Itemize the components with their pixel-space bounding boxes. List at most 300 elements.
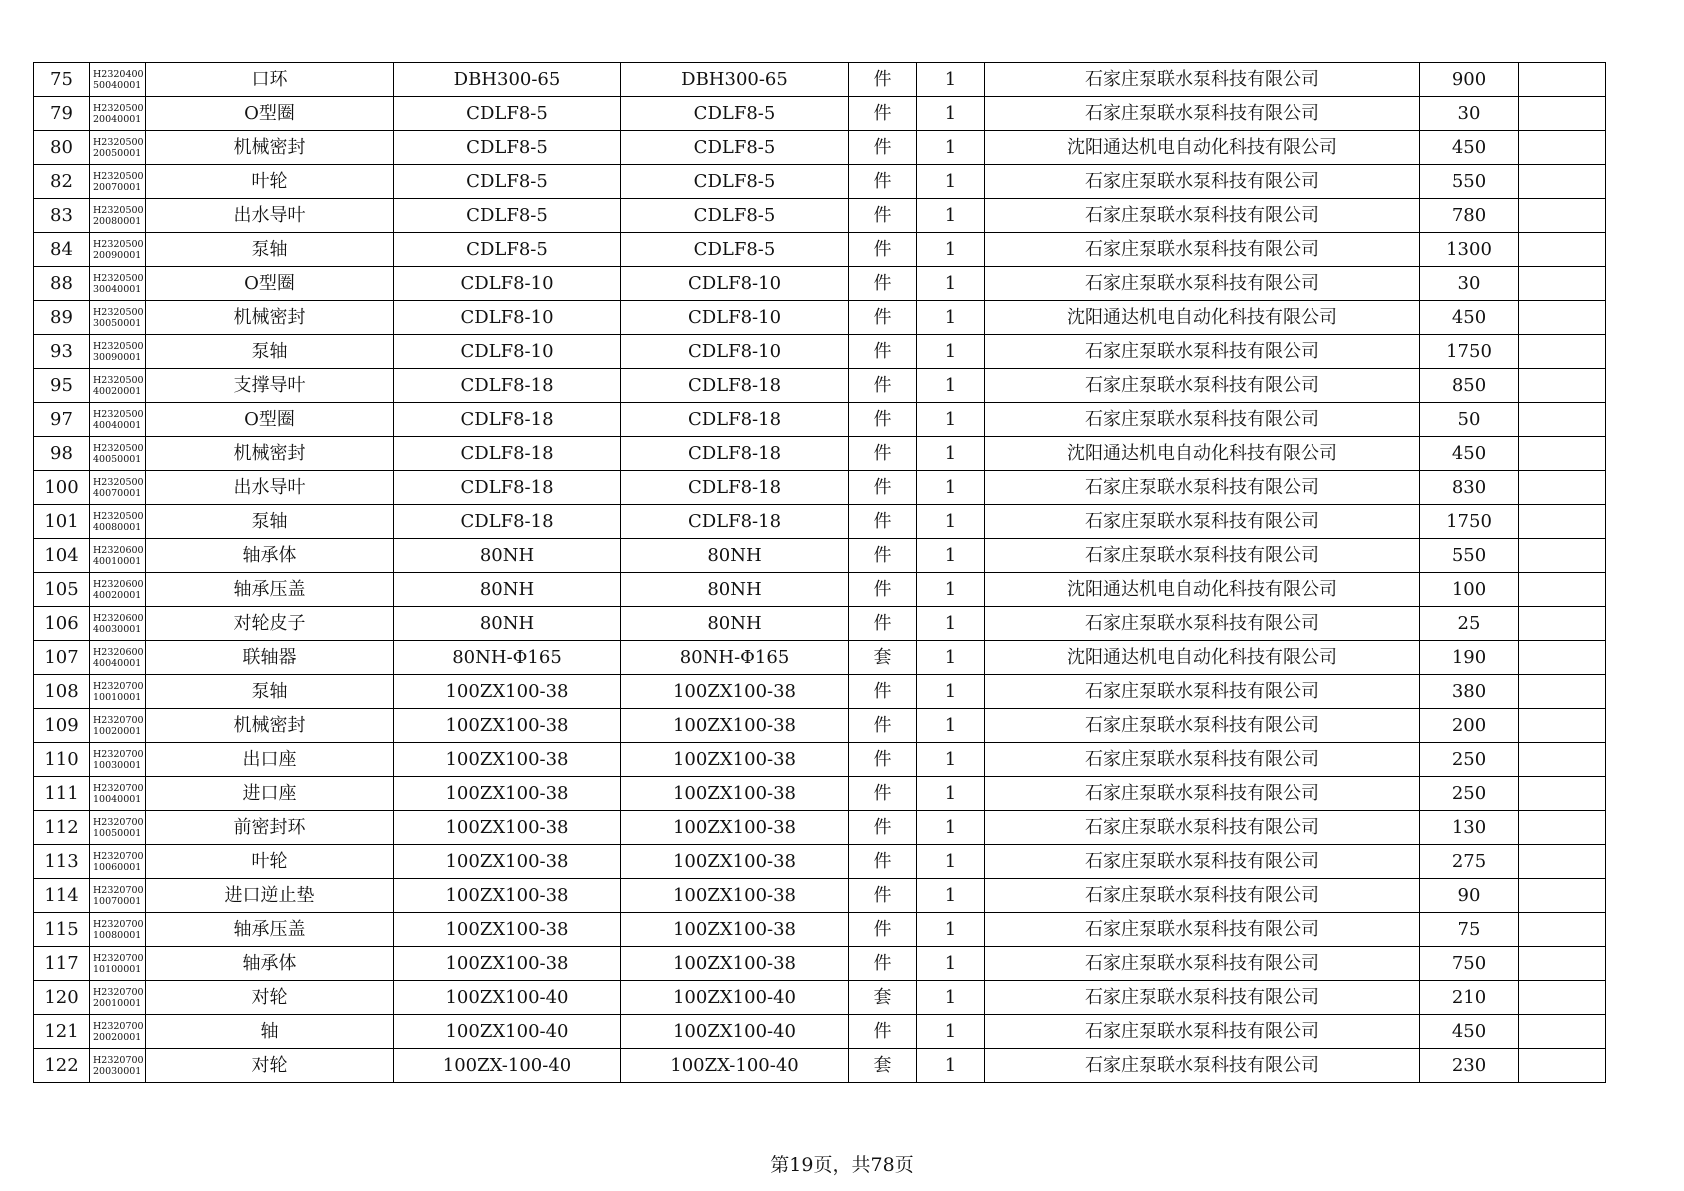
- row-note-cell: [1519, 131, 1606, 165]
- row-qty-cell: 1: [917, 505, 985, 539]
- row-code-part: H2320500: [93, 238, 144, 250]
- row-price-cell: 50: [1420, 403, 1519, 437]
- row-code-cell: [90, 199, 146, 233]
- row-name-cell: 叶轮: [146, 165, 394, 199]
- row-supplier-cell: 石家庄泵联水泵科技有限公司: [985, 811, 1420, 845]
- row-name-cell: 出口座: [146, 743, 394, 777]
- footer-total-pages: 78: [870, 1154, 895, 1176]
- row-spec-cell: CDLF8-18: [394, 505, 621, 539]
- row-seq-cell: 84: [34, 233, 90, 267]
- row-price-cell: 30: [1420, 267, 1519, 301]
- row-name-cell: 轴承压盖: [146, 573, 394, 607]
- row-unit-cell: 件: [849, 301, 917, 335]
- row-spec-cell: 100ZX100-40: [394, 1015, 621, 1049]
- row-seq-cell: 114: [34, 879, 90, 913]
- row-supplier-cell: 石家庄泵联水泵科技有限公司: [985, 505, 1420, 539]
- row-code-part: H2320700: [93, 850, 144, 862]
- row-unit-cell: 件: [849, 97, 917, 131]
- row-qty-cell: 1: [917, 267, 985, 301]
- row-note-cell: [1519, 437, 1606, 471]
- table-row: [34, 845, 1606, 879]
- row-price-cell: 30: [1420, 97, 1519, 131]
- row-supplier-cell: 沈阳通达机电自动化科技有限公司: [985, 641, 1420, 675]
- row-qty-cell: 1: [917, 301, 985, 335]
- row-supplier-cell: 石家庄泵联水泵科技有限公司: [985, 63, 1420, 97]
- table-row: [34, 777, 1606, 811]
- row-code-part: 40040001: [93, 419, 142, 431]
- row-model-cell: CDLF8-5: [621, 165, 849, 199]
- row-spec-cell: CDLF8-5: [394, 97, 621, 131]
- row-seq-cell: 98: [34, 437, 90, 471]
- row-note-cell: [1519, 301, 1606, 335]
- row-code-part: H2320700: [93, 782, 144, 794]
- table-row: [34, 573, 1606, 607]
- row-unit-cell: 件: [849, 335, 917, 369]
- row-model-cell: CDLF8-18: [621, 505, 849, 539]
- row-spec-cell: 100ZX-100-40: [394, 1049, 621, 1083]
- row-code-cell: [90, 709, 146, 743]
- row-seq-cell: 75: [34, 63, 90, 97]
- row-model-cell: DBH300-65: [621, 63, 849, 97]
- row-code-cell: [90, 369, 146, 403]
- row-supplier-cell: 石家庄泵联水泵科技有限公司: [985, 607, 1420, 641]
- row-name-cell: 出水导叶: [146, 199, 394, 233]
- row-code-part: H2320600: [93, 544, 144, 556]
- table-row: [34, 913, 1606, 947]
- row-code-cell: [90, 63, 146, 97]
- row-price-cell: 850: [1420, 369, 1519, 403]
- row-code-cell: [90, 607, 146, 641]
- row-spec-cell: 100ZX100-38: [394, 709, 621, 743]
- row-name-cell: 泵轴: [146, 335, 394, 369]
- row-model-cell: 100ZX-100-40: [621, 1049, 849, 1083]
- row-name-cell: 联轴器: [146, 641, 394, 675]
- row-code-part: H2320500: [93, 510, 144, 522]
- row-model-cell: CDLF8-10: [621, 267, 849, 301]
- row-code-part: 40070001: [93, 487, 142, 499]
- row-unit-cell: 件: [849, 131, 917, 165]
- row-unit-cell: 套: [849, 1049, 917, 1083]
- row-model-cell: CDLF8-18: [621, 437, 849, 471]
- row-price-cell: 1750: [1420, 505, 1519, 539]
- row-note-cell: [1519, 743, 1606, 777]
- row-supplier-cell: 沈阳通达机电自动化科技有限公司: [985, 301, 1420, 335]
- row-code-part: 20070001: [93, 181, 142, 193]
- row-price-cell: 200: [1420, 709, 1519, 743]
- row-supplier-cell: 石家庄泵联水泵科技有限公司: [985, 97, 1420, 131]
- row-code-part: H2320700: [93, 1054, 144, 1066]
- row-name-cell: 轴承体: [146, 539, 394, 573]
- row-model-cell: 100ZX100-38: [621, 879, 849, 913]
- row-name-cell: 叶轮: [146, 845, 394, 879]
- row-spec-cell: CDLF8-5: [394, 165, 621, 199]
- row-code-part: H2320700: [93, 918, 144, 930]
- row-supplier-cell: 石家庄泵联水泵科技有限公司: [985, 403, 1420, 437]
- table-row: [34, 165, 1606, 199]
- row-seq-cell: 108: [34, 675, 90, 709]
- row-qty-cell: 1: [917, 1049, 985, 1083]
- row-supplier-cell: 石家庄泵联水泵科技有限公司: [985, 709, 1420, 743]
- row-name-cell: 轴承体: [146, 947, 394, 981]
- row-model-cell: CDLF8-18: [621, 369, 849, 403]
- row-code-cell: [90, 505, 146, 539]
- table-row: [34, 981, 1606, 1015]
- row-supplier-cell: 石家庄泵联水泵科技有限公司: [985, 471, 1420, 505]
- row-price-cell: 1300: [1420, 233, 1519, 267]
- row-note-cell: [1519, 335, 1606, 369]
- row-model-cell: CDLF8-10: [621, 301, 849, 335]
- row-code-cell: [90, 573, 146, 607]
- row-spec-cell: 100ZX100-38: [394, 777, 621, 811]
- row-spec-cell: CDLF8-18: [394, 403, 621, 437]
- row-unit-cell: 件: [849, 913, 917, 947]
- row-model-cell: CDLF8-18: [621, 403, 849, 437]
- row-qty-cell: 1: [917, 1015, 985, 1049]
- row-supplier-cell: 石家庄泵联水泵科技有限公司: [985, 777, 1420, 811]
- row-price-cell: 550: [1420, 539, 1519, 573]
- row-supplier-cell: 沈阳通达机电自动化科技有限公司: [985, 131, 1420, 165]
- row-seq-cell: 100: [34, 471, 90, 505]
- row-code-part: H2320700: [93, 1020, 144, 1032]
- row-unit-cell: 件: [849, 267, 917, 301]
- row-model-cell: 80NH: [621, 573, 849, 607]
- row-seq-cell: 121: [34, 1015, 90, 1049]
- row-unit-cell: 件: [849, 505, 917, 539]
- row-qty-cell: 1: [917, 233, 985, 267]
- row-code-part: 10030001: [93, 759, 142, 771]
- row-unit-cell: 件: [849, 573, 917, 607]
- row-qty-cell: 1: [917, 539, 985, 573]
- row-spec-cell: DBH300-65: [394, 63, 621, 97]
- row-price-cell: 780: [1420, 199, 1519, 233]
- row-code-part: 10060001: [93, 861, 142, 873]
- row-code-cell: [90, 1049, 146, 1083]
- table-row: [34, 505, 1606, 539]
- row-price-cell: 75: [1420, 913, 1519, 947]
- row-code-cell: [90, 1015, 146, 1049]
- row-note-cell: [1519, 981, 1606, 1015]
- row-model-cell: CDLF8-5: [621, 233, 849, 267]
- row-unit-cell: 件: [849, 845, 917, 879]
- parts-table: [33, 62, 1606, 1083]
- row-seq-cell: 122: [34, 1049, 90, 1083]
- row-name-cell: O型圈: [146, 267, 394, 301]
- table-row: [34, 437, 1606, 471]
- row-code-part: 40080001: [93, 521, 142, 533]
- row-code-part: 40020001: [93, 589, 142, 601]
- table-row: [34, 369, 1606, 403]
- row-spec-cell: 100ZX100-38: [394, 947, 621, 981]
- row-supplier-cell: 石家庄泵联水泵科技有限公司: [985, 1049, 1420, 1083]
- row-code-part: 50040001: [93, 79, 142, 91]
- row-supplier-cell: 石家庄泵联水泵科技有限公司: [985, 165, 1420, 199]
- row-code-cell: [90, 913, 146, 947]
- row-code-part: 20080001: [93, 215, 142, 227]
- row-name-cell: 口环: [146, 63, 394, 97]
- row-code-cell: [90, 879, 146, 913]
- row-code-part: H2320600: [93, 578, 144, 590]
- row-unit-cell: 件: [849, 1015, 917, 1049]
- row-spec-cell: CDLF8-5: [394, 131, 621, 165]
- row-seq-cell: 112: [34, 811, 90, 845]
- row-supplier-cell: 沈阳通达机电自动化科技有限公司: [985, 573, 1420, 607]
- table-row: [34, 63, 1606, 97]
- row-qty-cell: 1: [917, 573, 985, 607]
- row-unit-cell: 件: [849, 607, 917, 641]
- row-code-part: H2320500: [93, 374, 144, 386]
- row-note-cell: [1519, 811, 1606, 845]
- row-qty-cell: 1: [917, 63, 985, 97]
- row-name-cell: 轴承压盖: [146, 913, 394, 947]
- row-spec-cell: 100ZX100-40: [394, 981, 621, 1015]
- row-unit-cell: 件: [849, 539, 917, 573]
- footer-middle: 页，共: [813, 1154, 871, 1176]
- row-unit-cell: 件: [849, 233, 917, 267]
- row-qty-cell: 1: [917, 165, 985, 199]
- footer-suffix: 页: [894, 1154, 914, 1176]
- row-spec-cell: CDLF8-10: [394, 335, 621, 369]
- row-spec-cell: CDLF8-10: [394, 267, 621, 301]
- row-price-cell: 830: [1420, 471, 1519, 505]
- row-note-cell: [1519, 913, 1606, 947]
- row-qty-cell: 1: [917, 709, 985, 743]
- row-unit-cell: 件: [849, 63, 917, 97]
- table-row: [34, 233, 1606, 267]
- row-qty-cell: 1: [917, 845, 985, 879]
- row-unit-cell: 件: [849, 471, 917, 505]
- row-name-cell: 机械密封: [146, 301, 394, 335]
- row-note-cell: [1519, 947, 1606, 981]
- row-seq-cell: 107: [34, 641, 90, 675]
- row-model-cell: CDLF8-5: [621, 97, 849, 131]
- table-body: [34, 63, 1606, 1083]
- table-row: [34, 199, 1606, 233]
- row-spec-cell: CDLF8-5: [394, 199, 621, 233]
- row-code-part: H2320500: [93, 136, 144, 148]
- row-model-cell: CDLF8-5: [621, 199, 849, 233]
- row-note-cell: [1519, 233, 1606, 267]
- row-code-cell: [90, 471, 146, 505]
- row-seq-cell: 120: [34, 981, 90, 1015]
- row-seq-cell: 82: [34, 165, 90, 199]
- row-note-cell: [1519, 369, 1606, 403]
- row-note-cell: [1519, 641, 1606, 675]
- row-code-part: 30050001: [93, 317, 142, 329]
- row-model-cell: 100ZX100-38: [621, 845, 849, 879]
- row-code-part: 10040001: [93, 793, 142, 805]
- row-spec-cell: CDLF8-18: [394, 471, 621, 505]
- row-spec-cell: 80NH: [394, 573, 621, 607]
- row-code-cell: [90, 233, 146, 267]
- row-code-part: H2320500: [93, 476, 144, 488]
- row-model-cell: 100ZX100-40: [621, 1015, 849, 1049]
- row-model-cell: CDLF8-18: [621, 471, 849, 505]
- row-code-part: H2320700: [93, 680, 144, 692]
- row-supplier-cell: 石家庄泵联水泵科技有限公司: [985, 743, 1420, 777]
- row-supplier-cell: 石家庄泵联水泵科技有限公司: [985, 845, 1420, 879]
- row-seq-cell: 93: [34, 335, 90, 369]
- row-code-part: 10080001: [93, 929, 142, 941]
- row-code-part: H2320700: [93, 986, 144, 998]
- row-name-cell: 机械密封: [146, 131, 394, 165]
- row-supplier-cell: 石家庄泵联水泵科技有限公司: [985, 879, 1420, 913]
- row-price-cell: 250: [1420, 777, 1519, 811]
- row-code-cell: [90, 947, 146, 981]
- row-model-cell: 80NH: [621, 607, 849, 641]
- row-unit-cell: 件: [849, 199, 917, 233]
- row-code-cell: [90, 675, 146, 709]
- row-note-cell: [1519, 505, 1606, 539]
- row-supplier-cell: 沈阳通达机电自动化科技有限公司: [985, 437, 1420, 471]
- row-code-part: H2320700: [93, 714, 144, 726]
- row-code-part: 10100001: [93, 963, 142, 975]
- row-name-cell: O型圈: [146, 97, 394, 131]
- row-price-cell: 230: [1420, 1049, 1519, 1083]
- row-note-cell: [1519, 267, 1606, 301]
- table-row: [34, 335, 1606, 369]
- row-name-cell: 前密封环: [146, 811, 394, 845]
- table-row: [34, 403, 1606, 437]
- row-note-cell: [1519, 1015, 1606, 1049]
- row-note-cell: [1519, 777, 1606, 811]
- row-qty-cell: 1: [917, 471, 985, 505]
- footer-prefix: 第: [770, 1154, 790, 1176]
- row-price-cell: 130: [1420, 811, 1519, 845]
- row-qty-cell: 1: [917, 675, 985, 709]
- row-code-part: 10070001: [93, 895, 142, 907]
- row-spec-cell: CDLF8-18: [394, 369, 621, 403]
- table-row: [34, 811, 1606, 845]
- row-code-cell: [90, 165, 146, 199]
- row-seq-cell: 101: [34, 505, 90, 539]
- page-footer: [0, 1150, 1684, 1177]
- row-name-cell: 出水导叶: [146, 471, 394, 505]
- row-seq-cell: 117: [34, 947, 90, 981]
- row-code-part: 20050001: [93, 147, 142, 159]
- row-note-cell: [1519, 199, 1606, 233]
- row-code-part: 30090001: [93, 351, 142, 363]
- row-qty-cell: 1: [917, 97, 985, 131]
- table-row: [34, 675, 1606, 709]
- row-supplier-cell: 石家庄泵联水泵科技有限公司: [985, 947, 1420, 981]
- row-price-cell: 450: [1420, 131, 1519, 165]
- row-code-part: 20040001: [93, 113, 142, 125]
- row-name-cell: 对轮: [146, 981, 394, 1015]
- row-spec-cell: CDLF8-18: [394, 437, 621, 471]
- row-price-cell: 275: [1420, 845, 1519, 879]
- row-note-cell: [1519, 573, 1606, 607]
- row-code-part: H2320600: [93, 646, 144, 658]
- row-note-cell: [1519, 879, 1606, 913]
- row-supplier-cell: 石家庄泵联水泵科技有限公司: [985, 199, 1420, 233]
- row-model-cell: 100ZX100-38: [621, 675, 849, 709]
- row-supplier-cell: 石家庄泵联水泵科技有限公司: [985, 913, 1420, 947]
- row-code-part: 20090001: [93, 249, 142, 261]
- row-code-part: H2320500: [93, 340, 144, 352]
- row-model-cell: 100ZX100-40: [621, 981, 849, 1015]
- table-row: [34, 879, 1606, 913]
- table-row: [34, 947, 1606, 981]
- row-price-cell: 190: [1420, 641, 1519, 675]
- row-code-part: 40030001: [93, 623, 142, 635]
- row-model-cell: 100ZX100-38: [621, 811, 849, 845]
- table-row: [34, 267, 1606, 301]
- row-note-cell: [1519, 845, 1606, 879]
- row-seq-cell: 113: [34, 845, 90, 879]
- row-name-cell: 泵轴: [146, 233, 394, 267]
- table-row: [34, 1049, 1606, 1083]
- row-code-part: 20010001: [93, 997, 142, 1009]
- row-qty-cell: 1: [917, 369, 985, 403]
- row-code-cell: [90, 97, 146, 131]
- row-note-cell: [1519, 471, 1606, 505]
- row-qty-cell: 1: [917, 743, 985, 777]
- row-price-cell: 100: [1420, 573, 1519, 607]
- row-qty-cell: 1: [917, 199, 985, 233]
- row-code-part: 10020001: [93, 725, 142, 737]
- row-unit-cell: 件: [849, 811, 917, 845]
- row-note-cell: [1519, 709, 1606, 743]
- row-code-cell: [90, 437, 146, 471]
- row-qty-cell: 1: [917, 607, 985, 641]
- row-unit-cell: 件: [849, 947, 917, 981]
- table-row: [34, 1015, 1606, 1049]
- row-code-part: 10010001: [93, 691, 142, 703]
- table-row: [34, 641, 1606, 675]
- row-spec-cell: 100ZX100-38: [394, 913, 621, 947]
- row-price-cell: 900: [1420, 63, 1519, 97]
- row-name-cell: 机械密封: [146, 437, 394, 471]
- row-qty-cell: 1: [917, 335, 985, 369]
- row-spec-cell: 100ZX100-38: [394, 743, 621, 777]
- row-seq-cell: 104: [34, 539, 90, 573]
- row-name-cell: 对轮皮子: [146, 607, 394, 641]
- row-code-part: 20020001: [93, 1031, 142, 1043]
- row-code-part: 40010001: [93, 555, 142, 567]
- row-name-cell: 支撑导叶: [146, 369, 394, 403]
- row-code-cell: [90, 981, 146, 1015]
- row-code-part: H2320500: [93, 272, 144, 284]
- row-qty-cell: 1: [917, 641, 985, 675]
- row-supplier-cell: 石家庄泵联水泵科技有限公司: [985, 233, 1420, 267]
- row-spec-cell: 100ZX100-38: [394, 879, 621, 913]
- row-name-cell: 轴: [146, 1015, 394, 1049]
- row-code-part: 20030001: [93, 1065, 142, 1077]
- row-code-part: H2320500: [93, 408, 144, 420]
- row-unit-cell: 套: [849, 641, 917, 675]
- row-qty-cell: 1: [917, 913, 985, 947]
- row-model-cell: 100ZX100-38: [621, 913, 849, 947]
- row-note-cell: [1519, 675, 1606, 709]
- row-note-cell: [1519, 1049, 1606, 1083]
- row-code-cell: [90, 811, 146, 845]
- row-price-cell: 210: [1420, 981, 1519, 1015]
- row-spec-cell: 100ZX100-38: [394, 675, 621, 709]
- row-seq-cell: 89: [34, 301, 90, 335]
- row-supplier-cell: 石家庄泵联水泵科技有限公司: [985, 539, 1420, 573]
- row-seq-cell: 109: [34, 709, 90, 743]
- row-price-cell: 250: [1420, 743, 1519, 777]
- row-spec-cell: 80NH: [394, 607, 621, 641]
- row-price-cell: 750: [1420, 947, 1519, 981]
- row-note-cell: [1519, 607, 1606, 641]
- row-code-cell: [90, 777, 146, 811]
- row-supplier-cell: 石家庄泵联水泵科技有限公司: [985, 267, 1420, 301]
- row-model-cell: 80NH: [621, 539, 849, 573]
- row-price-cell: 450: [1420, 1015, 1519, 1049]
- row-unit-cell: 套: [849, 981, 917, 1015]
- row-code-cell: [90, 539, 146, 573]
